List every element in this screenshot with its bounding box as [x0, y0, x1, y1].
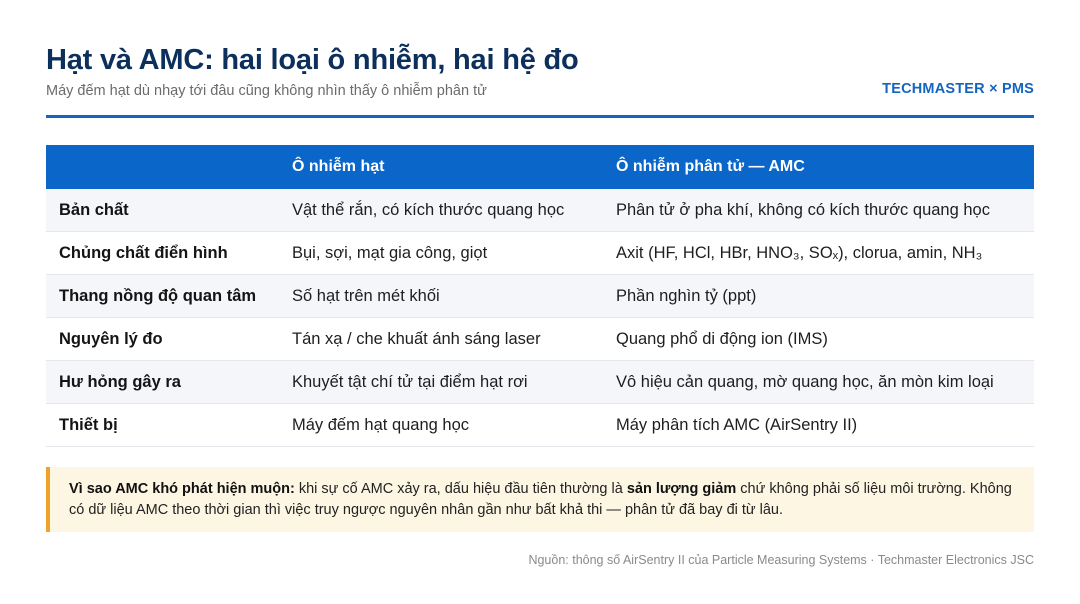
particle-cell: Bụi, sợi, mạt gia công, giọt	[279, 232, 603, 275]
comparison-table	[46, 145, 1034, 447]
particle-cell: Tán xạ / che khuất ánh sáng laser	[279, 318, 603, 361]
table-row	[46, 361, 1034, 404]
table-row	[46, 189, 1034, 232]
page-title: Hạt và AMC: hai loại ô nhiễm, hai hệ đo	[46, 44, 579, 76]
table-row	[46, 275, 1034, 318]
page-subtitle: Máy đếm hạt dù nhạy tới đâu cũng không nhìn thấy ô nhiễm phân tử	[46, 83, 487, 99]
amc-cell: Quang phổ di động ion (IMS)	[603, 318, 1034, 361]
callout-note	[46, 467, 1034, 532]
row-label: Thang nồng độ quan tâm	[46, 275, 279, 318]
amc-cell: Phần nghìn tỷ (ppt)	[603, 275, 1034, 318]
particle-cell: Vật thể rắn, có kích thước quang học	[279, 189, 603, 232]
table-row	[46, 404, 1034, 447]
table-header-row	[46, 145, 1034, 189]
note-text-2: chứ không phải số liệu môi trường. Không có dữ liệu AMC theo thời gian thì việc truy ngược nguyên nhân gần như bất khả thi — phân tử đã bay đi từ lâu.	[69, 481, 1012, 518]
header	[46, 40, 1034, 101]
row-label: Chủng chất điển hình	[46, 232, 279, 275]
note-text-1: khi sự cố AMC xảy ra, dấu hiệu đầu tiên thường là	[294, 481, 627, 497]
header-divider	[46, 115, 1034, 118]
particle-cell: Máy đếm hạt quang học	[279, 404, 603, 447]
table-row	[46, 232, 1034, 275]
amc-cell: Máy phân tích AMC (AirSentry II)	[603, 404, 1034, 447]
row-label: Thiết bị	[46, 404, 279, 447]
particle-cell: Số hạt trên mét khối	[279, 275, 603, 318]
particle-cell: Khuyết tật chí tử tại điểm hạt rơi	[279, 361, 603, 404]
column-header-empty	[46, 145, 279, 189]
row-label: Hư hỏng gây ra	[46, 361, 279, 404]
table-row	[46, 318, 1034, 361]
column-header-amc: Ô nhiễm phân tử — AMC	[603, 145, 1034, 189]
row-label: Nguyên lý đo	[46, 318, 279, 361]
note-lead: Vì sao AMC khó phát hiện muộn:	[69, 481, 295, 497]
source-footer: Nguồn: thông số AirSentry II của Particle Measuring Systems · Techmaster Electronics JSC	[528, 553, 1034, 567]
amc-cell: Phân tử ở pha khí, không có kích thước quang học	[603, 189, 1034, 232]
row-label: Bản chất	[46, 189, 279, 232]
brand-label: TECHMASTER × PMS	[882, 81, 1034, 97]
amc-cell: Axit (HF, HCl, HBr, HNO₃, SOₓ), clorua, amin, NH₃	[603, 232, 1034, 275]
column-header-particle: Ô nhiễm hạt	[279, 145, 603, 189]
amc-cell: Vô hiệu cản quang, mờ quang học, ăn mòn kim loại	[603, 361, 1034, 404]
note-emphasis: sản lượng giảm	[626, 481, 737, 497]
